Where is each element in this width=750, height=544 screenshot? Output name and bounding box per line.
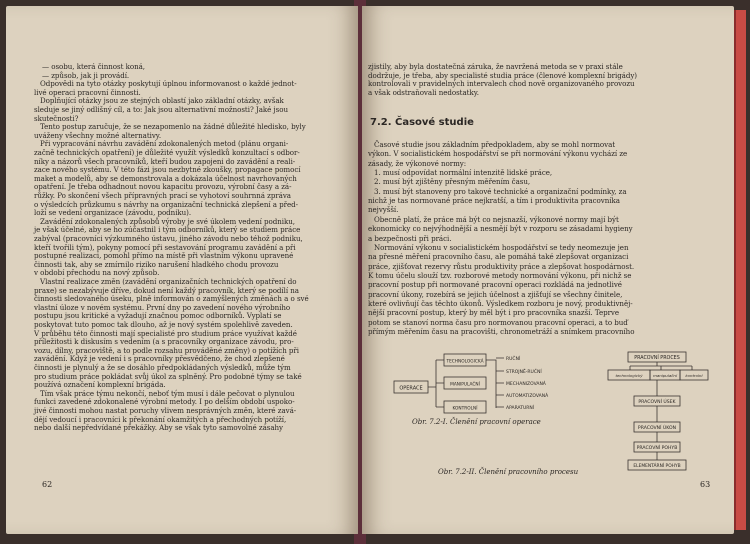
figure-caption-2: Obr. 7.2-II. Členění pracovního procesu — [438, 468, 579, 476]
text-line: uváženy všechny možné alternativy. — [34, 130, 162, 140]
operation-label: OPERACE — [399, 385, 423, 392]
text-line: vlastní úloze v novém systému. První dny po zavedení nového výrobního — [34, 302, 291, 312]
text-line: kontrolovali v pravidelných intervalech chod nově organizovaného provozu — [368, 79, 635, 89]
text-line: livé operaci pracovní činnosti. — [34, 87, 141, 97]
text-line: loží se vedení organizace (závodu, podniku). — [34, 208, 192, 218]
text-line: pracovní postup při normované pracovní operaci rozkládá na jednotlivé — [368, 280, 622, 290]
type-label: technologický — [615, 373, 643, 378]
text-line: Při vypracování návrhu zavádění zdokonalených metod (plánu organi- — [40, 139, 289, 149]
text-line: níky a názorů všech pracovníků, kteří budou zapojeni do zavádění a reali- — [34, 156, 296, 166]
text-line: Časové studie jsou základním předpokladem, aby se mohl normovat — [374, 140, 616, 149]
page-number: 63 — [700, 480, 711, 489]
box-label-technological: TECHNOLOGICKÁ — [446, 359, 484, 365]
text-line: o výsledcích průzkumu s návrhy na organizační technická zlepšení a před- — [34, 199, 298, 209]
text-line: používá označení komplexní brigáda. — [34, 380, 166, 390]
text-line: potom se stanoví norma času pro normovanou pracovní operaci, a to buď — [368, 317, 628, 327]
text-line: zavádění. Když je vedení i s pracovníky přesvědčeno, že chod zlepšené — [34, 354, 285, 364]
text-line: zjistily, aby byla dostatečná záruka, že navržená metoda se v praxi stále — [368, 62, 623, 71]
box-label-control: KONTROLNÍ — [452, 406, 478, 412]
step-label: PRACOVNÍ ÚKON — [637, 426, 677, 431]
text-line: na přesné měření pracovního času, ale pomáhá také zlepšovat organizaci — [368, 252, 629, 262]
text-line: nější pracovní postup, který by měl být i pro pracovníka snazší. Teprve — [368, 308, 620, 318]
text-line: nichž je tas normované práce nejkratší, a tím i produktivita pracovníka — [368, 196, 620, 206]
text-line: 3. musí být stanoveny pro takové technické a organizační podmínky, za — [374, 186, 627, 196]
left-page — [6, 6, 358, 534]
section-title: 7.2. Časové studie — [370, 117, 474, 128]
mode-label: RUČNÍ — [506, 357, 521, 362]
text-line: — způsob, jak ji provádí. — [42, 70, 130, 80]
text-line: a bezpečnosti při práci. — [368, 233, 452, 243]
step-label: PRACOVNÍ ÚSEK — [638, 400, 676, 405]
text-line: práce, zjišťovat rezervy růstu produktivity práce a zlepšovat hospodárnost. — [368, 261, 635, 271]
figure-caption-1: Obr. 7.2-I. Členění pracovní operace — [412, 418, 541, 426]
mode-label: AUTOMATIZOVANÁ — [506, 394, 549, 399]
right-page — [362, 6, 734, 534]
page-number: 62 — [42, 480, 53, 489]
text-line: skutečnosti? — [34, 113, 79, 123]
text-line: maket a modelů, aby se demonstrovala a dokázala účelnost navrhovaných — [34, 173, 297, 183]
text-line: nebo další nepředvídané překážky. Aby se však tyto samovolné zásahy — [34, 423, 283, 433]
text-line: sleduje se jiný odlišný cíl, a to: Jak jsou alternativní možnosti? Jaké jsou — [34, 105, 288, 114]
text-line: ekonomicky co nejvýhodnější a nesmějí být v rozporu se zásadami hygieny — [368, 224, 633, 234]
text-line: Tento postup zaručuje, že se nezapomenlo na žádné důležité hledisko, byly — [40, 122, 306, 132]
page-edge — [734, 10, 746, 530]
text-line: poskytovat tuto pomoc tak dlouho, až je nový systém spolehlivě zaveden. — [34, 320, 293, 329]
text-line: praxe) se nezabývuje dříve, dokud není každý pracovník, který se podílí na — [34, 285, 299, 295]
text-line: Tím však práce týmu nekončí, neboť tým musí i dále pečovat o plynulou — [40, 388, 295, 398]
box-label-manipulation: MANIPULAČNÍ — [450, 382, 480, 388]
type-label: manipulační — [653, 373, 677, 378]
text-line: funkci zavedené zdokonalené výrobní metody. I po delším období uspoko- — [34, 397, 295, 407]
text-line: dějí vedoucí i pracovníci k překonání okamžitých a přechodných potíží, — [34, 414, 287, 424]
text-line: opatření. Je třeba odhadnout novou kapacitu provozu, výrobní časy a zá- — [34, 182, 292, 192]
text-line: zabýval (pracovníci výzkumného ústavu, jiného závodu nebo téhož podniku, — [34, 234, 303, 243]
figure-process-breakdown — [606, 346, 718, 472]
text-line: začně technických opatření) je důležité využít výsledků konzultací s odbor- — [34, 148, 300, 157]
text-line: Zavádění zdokonalených způsobů výroby je své úkolem vedení podniku, — [40, 216, 295, 226]
text-line: postupné realizaci, pomohl přímo na místě při vlastním výkonu upravené — [34, 251, 294, 261]
text-line: výkon. V socialistickém hospodářství se při normování výkonu vychází ze — [368, 149, 628, 159]
step-label: ELEMENTÁRNÍ POHYB — [633, 464, 681, 469]
text-line: Vlastní realizace změn (zavádění organizačních technických opatření do — [40, 277, 297, 286]
text-line: Normování výkonu v socialistickém hospodářství se tedy neomezuje jen — [374, 242, 629, 252]
text-line: V průběhu této činnosti mají specialisté pro studium práce využívat každé — [34, 328, 297, 338]
text-line: postupu jsou kritické a vyžadují značnou pomoc odborníků. Vyplatí se — [34, 311, 282, 321]
text-line: růžky. Po skončení všech přípravných prací se vyhotoví souhrnná zpráva — [34, 191, 291, 200]
text-line: je však účelné, aby se ho zúčastnil i tým odborníků, který se studiem práce — [34, 225, 301, 235]
text-line: — osobu, která činnost koná, — [42, 62, 145, 71]
text-line: vozu, dílny, pracoviště, a to podle rozsahu prováděné změny) o potížích při — [34, 345, 299, 355]
text-line: pracovní úkony, rozebírá se jejich účelnost a zjišťují se všechny činitele, — [368, 289, 623, 299]
text-line: zásady, že výkonové normy: — [368, 158, 467, 168]
text-line: činnosti je plynulý a že se dosáhlo předpokládaných výsledků, může tým — [34, 363, 291, 372]
text-line: přímým měřením času na pracovišti, chronometráží a snímkem pracovního — [368, 327, 635, 336]
text-line: činnosti sledovaného úseku, plně informován o zamýšlených změnách a o své — [34, 294, 309, 304]
text-line: jivé činnosti mohou nastat poruchy vlivem nesprávných změn, které zavá- — [34, 406, 297, 415]
text-line: K tomu účelu slouží tzv. rozborové metody normování výkonu, při nichž se — [368, 270, 632, 280]
text-line: 2. musí být zjištěny přesným měřením času, — [374, 177, 531, 187]
text-line: a však odstraňovali nedostatky. — [368, 87, 479, 97]
text-line: v období přechodu na nový způsob. — [34, 268, 160, 278]
text-line: které ovlivňují čas těchto úkonů. Výsledkem rozboru je nový, produktivněj- — [368, 298, 633, 308]
mode-label: APARATURNÍ — [506, 406, 535, 411]
text-line: činnosti tak, aby se zmírnilo riziko narušení hladkého chodu provozu — [34, 259, 279, 269]
text-line: kteří tvořili tým), pokyny pomocí při sestavování programu zavádění a při — [34, 242, 296, 252]
text-line: Obecně platí, že práce má být co nejsnazší, výkonové normy mají být — [374, 214, 619, 224]
figure-operation-breakdown — [392, 348, 552, 448]
step-label: PRACOVNÍ POHYB — [636, 446, 678, 451]
type-label: kontrolní — [685, 373, 703, 378]
text-line: příležitosti k diskusím s vedením (a s pracovníky organizace závodu, pro- — [34, 337, 294, 347]
text-line: Doplňující otázky jsou ze stejných oblastí jako základní otázky, avšak — [40, 96, 284, 106]
text-line: dodržuje, je třeba, aby specialisté studia práce (členové komplexní brigády) — [368, 70, 638, 80]
mode-label: STROJNĚ-RUČNÍ — [506, 370, 542, 375]
text-line: pro studium práce pokládat svůj úkol za splněný. Pro podobné týmy se také — [34, 371, 302, 381]
text-line: 1. musí odpovídat normální intenzitě lidské práce, — [374, 168, 553, 178]
text-line: zace nového systému. V této fázi jsou nezbytné zkoušky, propagace pomocí — [34, 165, 301, 175]
process-label: PRACOVNÍ PROCES — [634, 356, 680, 361]
text-line: nejvyšší. — [368, 205, 399, 215]
text-line: Odpovědi na tyto otázky poskytují úplnou informovanost o každé jednot- — [40, 79, 297, 89]
mode-label: MECHANIZOVANÁ — [506, 382, 546, 387]
